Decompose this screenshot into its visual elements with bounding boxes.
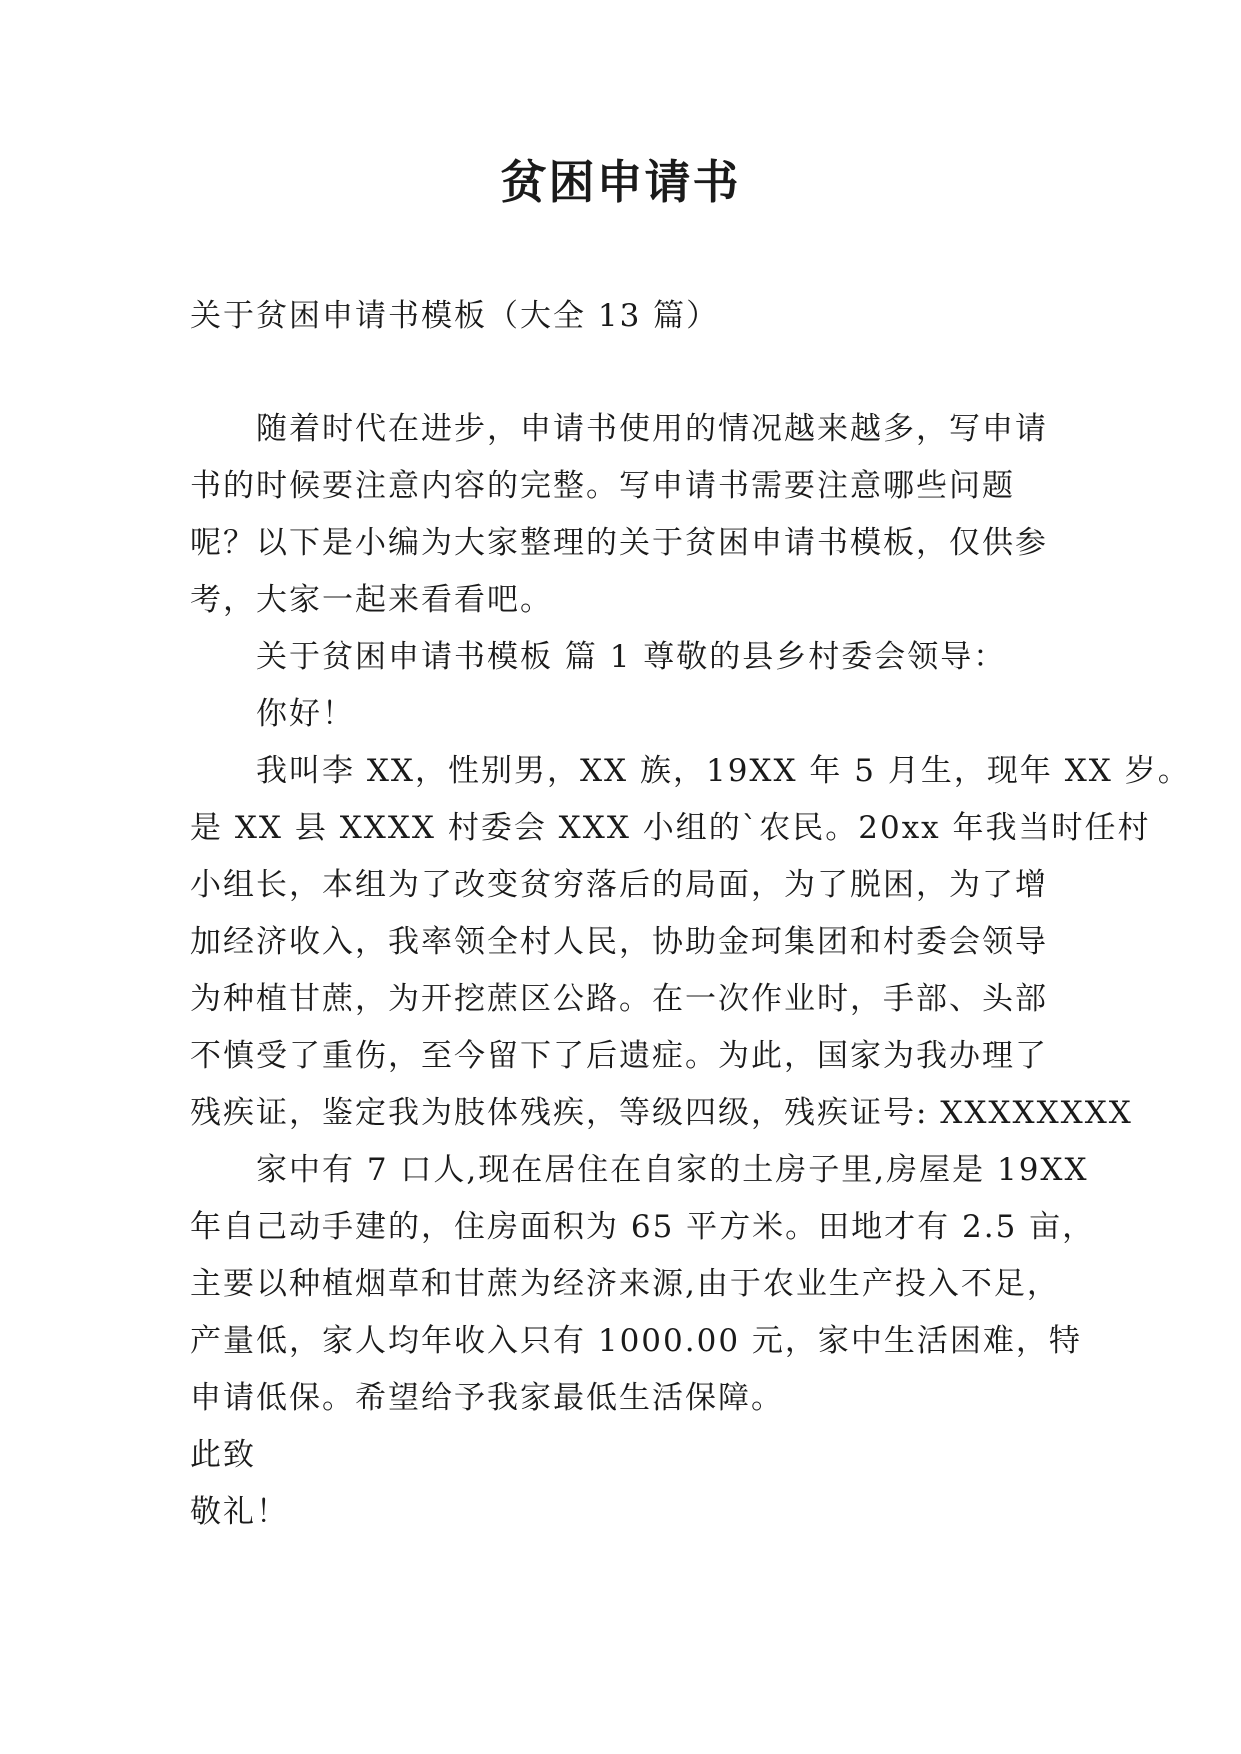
- document-subtitle: 关于贫困申请书模板（大全 13 篇）: [190, 298, 720, 334]
- document-title: 贫困申请书: [500, 155, 741, 209]
- paragraph-line: 为种植甘蔗，为开挖蔗区公路。在一次作业时，手部、头部: [190, 981, 1048, 1017]
- paragraph-line: 书的时候要注意内容的完整。写申请书需要注意哪些问题: [190, 468, 1015, 504]
- paragraph-line: 不慎受了重伤，至今留下了后遗症。为此，国家为我办理了: [190, 1038, 1048, 1074]
- paragraph-line: 我叫李 XX，性别男，XX 族，19XX 年 5 月生，现年 XX 岁。: [256, 753, 1191, 789]
- paragraph-line: 家中有 7 口人,现在居住在自家的土房子里,房屋是 19XX: [256, 1152, 1089, 1188]
- paragraph-line: 随着时代在进步，申请书使用的情况越来越多，写申请: [256, 411, 1048, 447]
- paragraph-line: 加经济收入，我率领全村人民，协助金珂集团和村委会领导: [190, 924, 1048, 960]
- closing-salutation: 敬礼！: [190, 1494, 289, 1530]
- paragraph-line: 呢？以下是小编为大家整理的关于贫困申请书模板，仅供参: [190, 525, 1048, 561]
- paragraph-line: 年自己动手建的，住房面积为 65 平方米。田地才有 2.5 亩，: [190, 1209, 1096, 1245]
- paragraph-line: 产量低，家人均年收入只有 1000.00 元，家中生活困难，特: [190, 1323, 1082, 1359]
- paragraph-line: 小组长，本组为了改变贫穷落后的局面，为了脱困，为了增: [190, 867, 1048, 903]
- closing-line: 此致: [190, 1437, 256, 1473]
- paragraph-line: 考，大家一起来看看吧。: [190, 582, 553, 618]
- paragraph-line: 是 XX 县 XXXX 村委会 XXX 小组的`农民。20xx 年我当时任村: [190, 810, 1151, 846]
- paragraph-line: 残疾证，鉴定我为肢体残疾，等级四级，残疾证号: XXXXXXXX: [190, 1095, 1133, 1131]
- paragraph-line: 申请低保。希望给予我家最低生活保障。: [190, 1380, 784, 1416]
- paragraph-line: 关于贫困申请书模板 篇 1 尊敬的县乡村委会领导：: [256, 639, 1007, 675]
- greeting-line: 你好！: [256, 696, 355, 732]
- paragraph-line: 主要以种植烟草和甘蔗为经济来源,由于农业生产投入不足，: [190, 1266, 1060, 1302]
